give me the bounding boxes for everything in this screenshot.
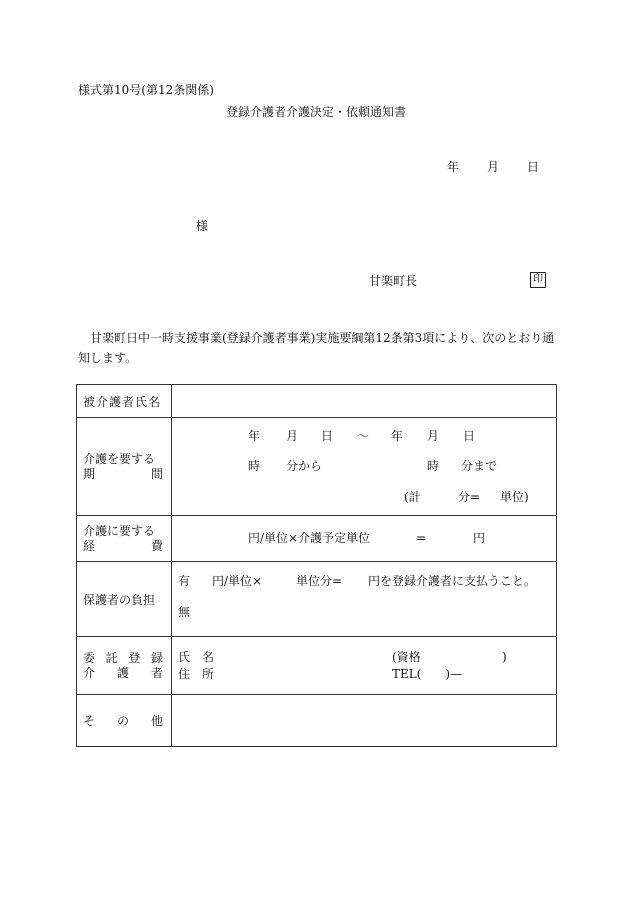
table-row-care-period bbox=[77, 418, 557, 516]
period-from-year: 年 bbox=[248, 429, 261, 443]
table-row-care-cost bbox=[77, 516, 557, 562]
period-to-day: 日 bbox=[463, 429, 476, 443]
label-caregiver-c4: 録 bbox=[150, 650, 163, 665]
date-year: 年 bbox=[447, 160, 460, 174]
label-care-cost-kei: 経 bbox=[83, 538, 96, 553]
label-care-period-line1: 介護を要する bbox=[83, 451, 156, 466]
label-other-c1: そ bbox=[83, 714, 96, 728]
label-caregiver-c5: 介 bbox=[83, 665, 96, 680]
table-row-guardian-burden bbox=[77, 562, 557, 637]
issue-date bbox=[447, 161, 539, 173]
notice-table bbox=[76, 384, 557, 747]
caregiver-tel: TEL( )— bbox=[392, 667, 463, 681]
table-row-other bbox=[77, 695, 557, 747]
burden-formula-3: 円を登録介護者に支払うこと。 bbox=[368, 574, 537, 588]
cost-yen: 円 bbox=[473, 531, 486, 545]
table-row-caregiver bbox=[77, 637, 557, 695]
body-text: 甘楽町日中一時支援事業(登録介護者事業)実施要綱第12条第3項により、次のとおり通知します。 bbox=[78, 331, 555, 365]
document-title: 登録介護者介護決定・依頼通知書 bbox=[226, 105, 407, 119]
field-care-period[interactable] bbox=[172, 418, 557, 516]
burden-yes: 有 bbox=[178, 574, 191, 588]
time-from-minute: 分から bbox=[286, 459, 323, 473]
seal-mark: 印 bbox=[530, 272, 546, 288]
period-to-year: 年 bbox=[391, 429, 404, 443]
label-caregiver-c7: 者 bbox=[150, 665, 163, 680]
field-guardian-burden[interactable] bbox=[172, 562, 557, 637]
label-other-c2: の bbox=[116, 714, 129, 728]
caregiver-qualification-close: ) bbox=[502, 650, 507, 664]
form-number: 様式第10号(第12条関係) bbox=[78, 83, 214, 97]
label-caregiver-c6: 護 bbox=[116, 665, 129, 680]
field-care-cost[interactable] bbox=[172, 516, 557, 562]
label-care-period-kan: 間 bbox=[150, 466, 163, 481]
period-from-day: 日 bbox=[321, 429, 334, 443]
time-to-hour: 時 bbox=[427, 459, 440, 473]
total-open: (計 bbox=[404, 490, 421, 504]
burden-formula-2: 単位分= bbox=[296, 574, 343, 588]
field-other[interactable] bbox=[172, 695, 557, 747]
period-tilde: ～ bbox=[357, 429, 370, 443]
label-care-cost-hi: 費 bbox=[150, 538, 163, 553]
label-other-c3: 他 bbox=[150, 714, 163, 728]
label-care-recipient-name: 被介護者氏名 bbox=[83, 394, 162, 409]
total-units: 単位) bbox=[500, 490, 529, 504]
date-day: 日 bbox=[527, 160, 540, 174]
total-minutes: 分= bbox=[458, 490, 481, 504]
label-caregiver-c3: 登 bbox=[128, 650, 141, 665]
burden-no: 無 bbox=[178, 605, 191, 619]
label-guardian-burden: 保護者の負担 bbox=[83, 592, 156, 607]
period-from-month: 月 bbox=[286, 429, 299, 443]
time-to-minute: 分まで bbox=[461, 459, 498, 473]
time-from-hour: 時 bbox=[248, 459, 261, 473]
period-to-month: 月 bbox=[427, 429, 440, 443]
field-care-recipient-name[interactable] bbox=[172, 385, 557, 418]
table-row-care-recipient bbox=[77, 385, 557, 418]
cost-equals: = bbox=[416, 531, 427, 545]
addressee-honorific: 様 bbox=[196, 219, 209, 233]
caregiver-address-label: 住 所 bbox=[178, 667, 215, 681]
date-month: 月 bbox=[487, 160, 500, 174]
label-care-period-ki: 期 bbox=[83, 466, 96, 481]
caregiver-qualification: (資格 bbox=[392, 650, 421, 664]
burden-formula-1: 円/単位× bbox=[212, 574, 263, 588]
cost-formula: 円/単位×介護予定単位 bbox=[248, 531, 371, 545]
label-care-cost-line1: 介護に要する bbox=[83, 523, 156, 538]
issuer-name: 甘楽町長 bbox=[369, 274, 418, 288]
label-caregiver-c1: 委 bbox=[83, 650, 96, 665]
caregiver-name-label: 氏 名 bbox=[178, 650, 215, 664]
field-caregiver[interactable] bbox=[172, 637, 557, 695]
label-caregiver-c2: 託 bbox=[105, 650, 118, 665]
